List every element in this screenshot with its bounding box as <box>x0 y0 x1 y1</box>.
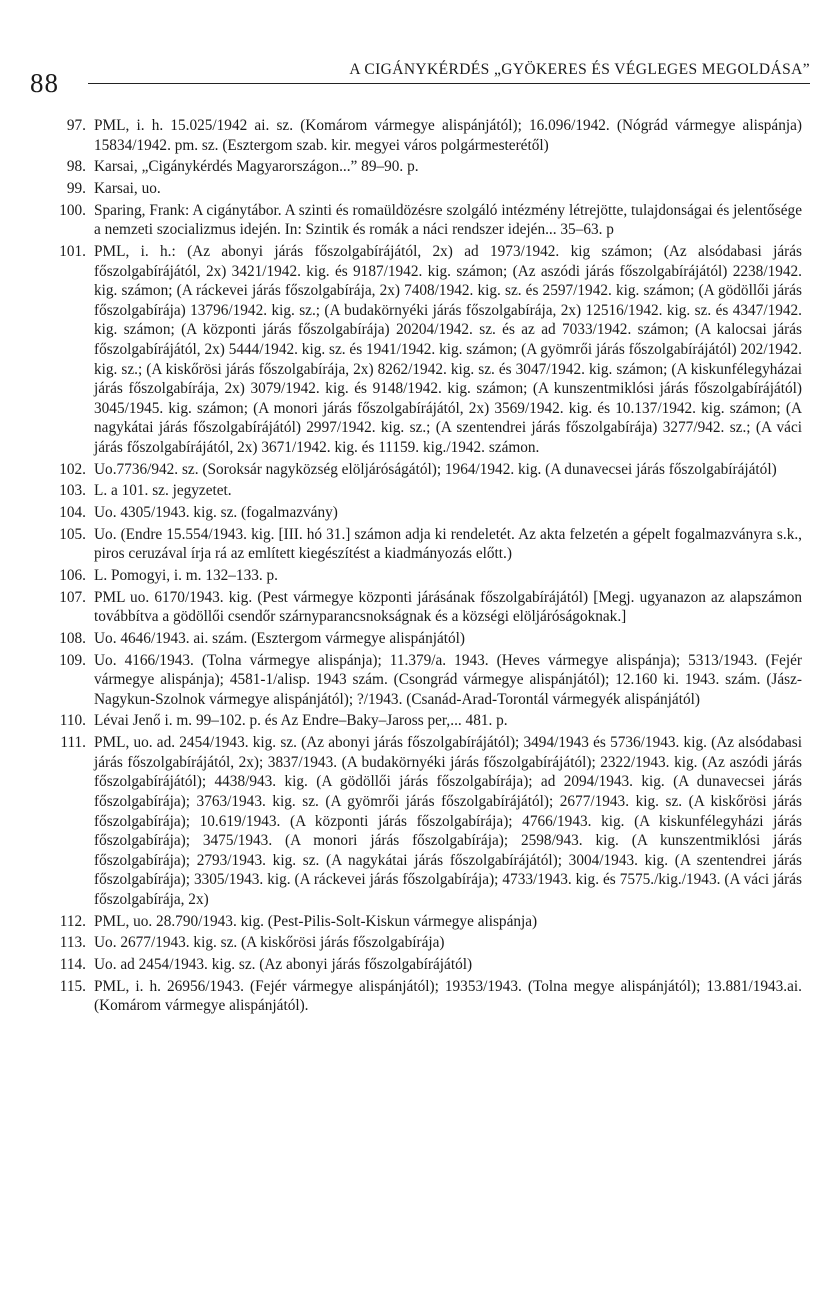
footnote-number: 114. <box>59 955 86 973</box>
footnote-text: Karsai, uo. <box>94 179 161 197</box>
footnote-text: L. Pomogyi, i. m. 132–133. p. <box>94 566 278 584</box>
page-header <box>30 50 810 98</box>
footnote-number: 109. <box>59 651 86 669</box>
footnote-text: Sparing, Frank: A cigánytábor. A szinti és romaüldözésre szolgáló intézmény létrejötte, tulajdonságai és jelentősége a nemzeti szocializmus idején. In: Szintik és romák a náci rendszer idején... 35–63. p <box>94 201 802 239</box>
footnote-item <box>59 629 802 649</box>
running-title: A CIGÁNYKÉRDÉS „GYÖKERES ÉS VÉGLEGES MEGOLDÁSA” <box>349 61 810 78</box>
footnote-number: 106. <box>59 566 86 584</box>
footnote-item <box>59 933 802 953</box>
footnote-item <box>59 588 802 627</box>
footnote-item <box>59 481 802 501</box>
footnote-number: 104. <box>59 503 86 521</box>
footnote-item <box>59 912 802 932</box>
footnote-text: Karsai, „Cigánykérdés Magyarországon...” 89–90. p. <box>94 158 419 176</box>
footnote-text: Uo. ad 2454/1943. kig. sz. (Az abonyi járás főszolgabírájától) <box>94 955 473 973</box>
footnote-number: 112. <box>59 912 86 930</box>
footnote-number: 113. <box>59 934 86 952</box>
footnote-item <box>66 179 802 199</box>
footnote-text: PML, i. h. 26956/1943. (Fejér vármegye alispánjától); 19353/1943. (Tolna megye alispánjától); 13.881/1943.ai. (Komárom vármegye alispánjától). <box>94 977 802 1015</box>
footnote-text: Lévai Jenő i. m. 99–102. p. és Az Endre–Baky–Jaross per,... 481. p. <box>94 712 508 730</box>
footnote-item <box>59 525 802 564</box>
footnote-text: Uo. (Endre 15.554/1943. kig. [III. hó 31.] számon adja ki rendeletét. Az akta felzetén a gépelt fogalmazványra s.k., piros ceruzával írja rá az említett kiegészítést a kiadmányozás előtt.) <box>94 525 802 563</box>
footnote-text: PML, uo. 28.790/1943. kig. (Pest-Pilis-Solt-Kiskun vármegye alispánja) <box>94 912 538 930</box>
footnote-text: PML uo. 6170/1943. kig. (Pest vármegye központi járásának főszolgabírájától) [Megj. ugyanazon az alapszámon továbbítva a gödöllői csendőr szárnyparancsnokságnak és a községi elöljáróságoknak.] <box>94 588 802 626</box>
footnote-number: 108. <box>59 629 86 647</box>
footnote-number: 98. <box>66 158 86 176</box>
footnote-item <box>59 460 802 480</box>
footnote-number: 107. <box>59 588 86 606</box>
footnote-text: Uo. 4166/1943. (Tolna vármegye alispánja); 11.379/a. 1943. (Heves vármegye alispánja); 5313/1943. (Fejér vármegye alispánja); 4581-1/alisp. 1943 szám. (Csongrád vármegye alispánjától); 12.160 ki. 1943. szám. (Jász-Nagykun-Szolnok vármegye alispánjától); ?/1943. (Csanád-Arad-Torontál vármegyék alispánjától) <box>94 651 802 708</box>
footnote-number: 100. <box>59 201 86 219</box>
footnote-number: 110. <box>59 712 86 730</box>
footnote-item <box>59 503 802 523</box>
footnote-item <box>66 157 802 177</box>
footnote-text: PML, uo. ad. 2454/1943. kig. sz. (Az abonyi járás főszolgabírájától); 3494/1943 és 5736/1943. kig. (Az alsódabasi járás főszolgabírájától, 2x); 3837/1943. (A budakörnyéki járás főszolgabírájától); 2322/1943. kig. (Az aszódi járás főszolgabírájától); 4438/943. kig. (A gödöllői járás főszolgabírája); ad 2094/1943. kig. (A dunavecsei járás főszolgabírája); 3763/1943. kig. sz. (A gyömrői járás főszolgabírájától); 2677/1943. kig. sz. (A kiskőrösi járás főszolgabírája); 10.619/1943. (A központi járás főszolgabírája); 4766/1943. kig. (A kiskunfélegyházi járás főszolgabírája); 3475/1943. (A monori járás főszolgabírája); 2598/943. kig. (A kunszentmiklósi járás főszolgabírája); 2793/1943. kig. sz. (A nagykátai járás főszolgabírájától); 3004/1943. kig. (A szentendrei járás főszolgabírája); 3305/1943. kig. (A ráckevei járás főszolgabírája); 4733/1943. kig. és 7575./kig./1943. (A váci járás főszolgabírája, 2x) <box>94 734 802 908</box>
page-number: 88 <box>30 68 59 98</box>
footnote-number: 103. <box>59 482 86 500</box>
footnote-item <box>59 201 802 240</box>
footnote-number: 115. <box>59 977 86 995</box>
footnote-list <box>59 116 802 1018</box>
footnote-text: Uo. 4646/1943. ai. szám. (Esztergom vármegye alispánjától) <box>94 629 465 647</box>
footnote-item <box>59 242 802 458</box>
footnote-number: 97. <box>66 117 86 134</box>
footnote-text: Uo.7736/942. sz. (Soroksár nagyközség elöljáróságától); 1964/1942. kig. (A dunavecsei járás főszolgabírájától) <box>94 460 777 478</box>
footnote-number: 101. <box>59 242 86 260</box>
footnote-text: L. a 101. sz. jegyzetet. <box>94 482 232 500</box>
footnote-item <box>59 711 802 731</box>
footnote-item <box>59 955 802 975</box>
footnote-number: 111. <box>60 734 86 752</box>
footnote-item <box>66 116 802 155</box>
footnote-text: PML, i. h. 15.025/1942 ai. sz. (Komárom vármegye alispánjától); 16.096/1942. (Nógrád vármegye alispánja) 15834/1942. pm. sz. (Esztergom szab. kir. megyei város polgármesterétől) <box>94 117 802 154</box>
header-rule <box>88 83 810 84</box>
footnote-item <box>60 733 802 909</box>
footnote-item <box>59 566 802 586</box>
footnote-number: 99. <box>66 179 86 197</box>
footnote-text: Uo. 2677/1943. kig. sz. (A kiskőrösi járás főszolgabírája) <box>94 934 445 952</box>
footnote-item <box>59 977 802 1016</box>
footnote-number: 102. <box>59 460 86 478</box>
footnote-item <box>59 651 802 710</box>
footnote-text: Uo. 4305/1943. kig. sz. (fogalmazvány) <box>94 503 338 521</box>
footnote-text: PML, i. h.: (Az abonyi járás főszolgabírájától, 2x) ad 1973/1942. kig számon; (Az alsódabasi járás főszolgabírájától, 2x) 3421/1942. kig. és 9187/1942. kig. számon; (Az aszódi járás főszolgabírájától) 2238/1942. kig. számon; (A ráckevei járás főszolgabírája, 2x) 7408/1942. kig. sz. és 2597/1942. kig. számon; (A gödöllői járás főszolgabírája) 13796/1942. kig. sz.; (A budakörnyéki járás főszolgabírája, 2x) 12516/1942. kig. sz. és 4347/1942. kig. számon; (A központi járás főszolgabírája) 20204/1942. sz. és az ad 7033/1942. számon; (A kalocsai járás főszolgabírájától, 2x) 5444/1942. kig. sz. és 1941/1942. kig. számon; (A gyömrői járás főszolgabírájától) 202/1942. kig. sz.; (A kiskőrösi járás főszolgabírája, 2x) 8262/1942. kig. sz. és 3047/1942. kig. számon; (A kiskunfélegyházai járás főszolgabírája, 2x) 3079/1942. kig. és 9148/1942. kig. számon; (A kunszentmiklósi járás főszolgabírájától) 3045/1945. kig. számon; (A monori járás főszolgabírájától, 2x) 3569/1942. kig. és 10.137/1942. kig. számon; (A nagykátai járás főszolgabírájától) 2997/1942. kig. sz.; (A szentendrei járás főszolgabírája) 3277/942. sz.; (A váci járás főszolgabírájától, 2x) 3671/1942. kig. és 11159. kig./1942. számon. <box>94 242 802 456</box>
footnote-number: 105. <box>59 525 86 543</box>
